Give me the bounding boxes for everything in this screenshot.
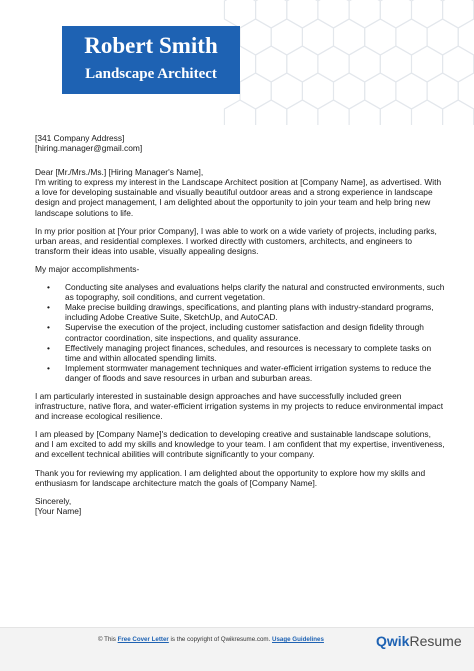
hexagon-shape (380, 46, 411, 82)
header-title-block (62, 26, 240, 94)
paragraph-thanks: Thank you for reviewing my application. I am delighted about the opportunity to explore how my skills and enthusiasm for landscape architecture match the goals of [Company Name]. (35, 468, 445, 488)
hexagon-shape (349, 100, 380, 125)
hexagon-shape (349, 0, 380, 28)
hexagon-shape (318, 100, 349, 125)
hexagon-shape (224, 100, 255, 125)
accomplishments-list (35, 282, 445, 383)
hexagon-shape (318, 46, 349, 82)
hexagon-shape (287, 0, 318, 28)
hexagon-shape (458, 73, 474, 109)
hexagon-shape (412, 100, 443, 125)
copyright-middle: is the copyright of Qwikresume.com. (169, 636, 272, 643)
hexagon-shape (224, 0, 255, 28)
hexagon-shape (396, 73, 427, 109)
hexagon-shape (318, 0, 349, 28)
usage-guidelines-link[interactable]: Usage Guidelines (272, 636, 324, 643)
hexagon-shape (240, 73, 271, 109)
hexagon-shape (287, 46, 318, 82)
address-line: [341 Company Address] (35, 133, 445, 143)
page-footer (0, 627, 474, 671)
hexagon-shape (256, 100, 287, 125)
email-line: [hiring.manager@gmail.com] (35, 143, 445, 153)
hexagon-shape (412, 46, 443, 82)
hexagon-shape (287, 100, 318, 125)
salutation: Dear [Mr./Mrs./Ms.] [Hiring Manager's Name], (35, 167, 445, 177)
hexagon-shape (365, 73, 396, 109)
hexagon-shape (302, 19, 333, 55)
copyright-notice (98, 636, 324, 643)
hexagon-shape (380, 100, 411, 125)
paragraph-experience: In my prior position at [Your prior Company], I was able to work on a wide variety of projects, including parks, urban areas, and residential complexes. I worked directly with customers, architects, and engineers to transform their ideas into usable, visually appealing designs. (35, 226, 445, 256)
hexagon-shape (443, 0, 474, 28)
list-item: • Make precise building drawings, specifications, and planting plans with industry-standard programs, including Adobe Creative Suite, SketchUp, and AutoCAD. (35, 302, 445, 322)
paragraph-sustainability: I am particularly interested in sustainable design approaches and have successfully included green infrastructure, native flora, and water-efficient irrigation systems in my projects to reduce environmental impact and increase ecological resilience. (35, 391, 445, 421)
closing: Sincerely, (35, 496, 445, 506)
candidate-name: Robert Smith (62, 32, 240, 60)
hexagon-shape (412, 0, 443, 28)
hexagon-shape (334, 73, 365, 109)
hexagon-shape (271, 73, 302, 109)
hexagon-shape (302, 73, 333, 109)
hexagon-shape (271, 19, 302, 55)
hexagon-shape (458, 19, 474, 55)
list-item: • Supervise the execution of the project, including customer satisfaction and design fidelity through contractor coordination, site inspections, and quality assurance. (35, 322, 445, 342)
hexagon-shape (443, 100, 474, 125)
list-item: • Effectively managing project finances, schedules, and resources is necessary to complete tasks on time and within allocated spending limits. (35, 343, 445, 363)
list-item: • Implement stormwater management techniques and water-efficient irrigation systems to reduce the danger of floods and save resources in urban and suburban areas. (35, 363, 445, 383)
hexagon-shape (396, 19, 427, 55)
cover-letter-body (35, 133, 445, 516)
paragraph-intro: I'm writing to express my interest in the Landscape Architect position at [Company Name], as advertised. With a love for developing sustainable and visually beautiful outdoor areas and a strong experience in landscape design and project management, I am delighted about the opportunity to join your team and help bring new landscape solutions to life. (35, 177, 445, 217)
hexagon-shape (349, 46, 380, 82)
hexagon-shape (256, 46, 287, 82)
signature: [Your Name] (35, 506, 445, 516)
hexagon-shape (365, 19, 396, 55)
list-item: • Conducting site analyses and evaluations helps clarify the natural and constructed environments, such as topography, soil conditions, and current vegetation. (35, 282, 445, 302)
hexagon-shape (427, 73, 458, 109)
hexagon-shape (443, 46, 474, 82)
hexagon-shape (427, 19, 458, 55)
free-cover-letter-link[interactable]: Free Cover Letter (118, 636, 169, 643)
qwikresume-logo: QwikResume (376, 633, 462, 649)
hexagon-shape (256, 0, 287, 28)
job-title: Landscape Architect (62, 64, 240, 84)
hexagon-shape (240, 19, 271, 55)
hexagon-shape (380, 0, 411, 28)
hexagon-shape (334, 19, 365, 55)
paragraph-company-fit: I am pleased by [Company Name]'s dedication to developing creative and sustainable landscape solutions, and I am excited to add my skills and knowledge to your team. I am confident that my expertise, inventiveness, and excellent technical abilities will contribute significantly to your company. (35, 429, 445, 459)
copyright-prefix: © This (98, 636, 118, 643)
accomplishments-heading: My major accomplishments- (35, 264, 445, 274)
